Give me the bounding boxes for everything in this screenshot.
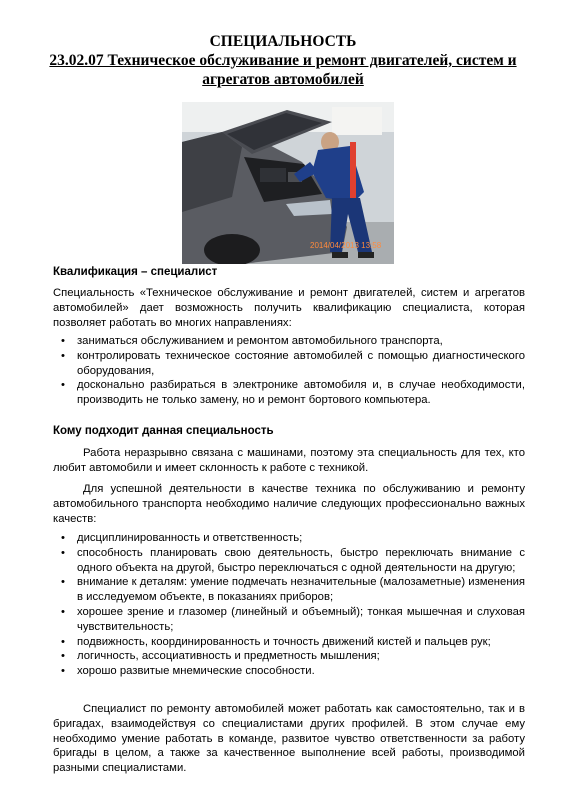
- list-item: • дисциплинированность и ответственность;: [53, 531, 525, 546]
- list-item: • хорошее зрение и глазомер (линейный и объемный); тонкая мышечная и слуховая чувствительность;: [53, 605, 525, 635]
- list-item: • подвижность, координированность и точность движений кистей и пальцев рук;: [53, 635, 525, 650]
- list-item: • контролировать техническое состояние автомобилей с помощью диагностического оборудования,: [53, 349, 525, 379]
- list-item: • хорошо развитые мнемические способности.: [53, 664, 525, 679]
- suitability-heading: Кому подходит данная специальность: [53, 425, 274, 437]
- mechanic-photo: [182, 102, 394, 264]
- list-item: • досконально разбираться в электронике автомобиля и, в случае необходимости, производить не только замену, но и ремонт бортового компьютера.: [53, 378, 525, 408]
- suitability-paragraph-2: Для успешной деятельности в качестве техника по обслуживанию и ремонту автомобильного транспорта необходимо наличие следующих профессионально важных качеств:: [53, 483, 525, 525]
- list-item: • заниматься обслуживанием и ремонтом автомобильного транспорта,: [53, 334, 525, 349]
- photo-timestamp: 2014/04/2013 13:58: [310, 241, 382, 250]
- teamwork-paragraph: Специалист по ремонту автомобилей может работать как самостоятельно, так и в бригадах, взаимодействуя со специалистами других профилей. В этом случае ему необходимо умение работать в команде, развитое чувство ответственности за работу бригады в целом, а также за качественное выполнение всей работы, производимой разными специалистами.: [53, 703, 525, 775]
- list-item: • внимание к деталям: умение подмечать незначительные (малозаметные) изменения в исследуемом объекте, в показаниях приборов;: [53, 575, 525, 605]
- qualification-heading: Квалификация – специалист: [53, 266, 218, 278]
- specialty-title: 23.02.07 Техническое обслуживание и ремонт двигателей, систем и агрегатов автомобилей: [49, 52, 517, 88]
- qualification-paragraph: Специальность «Техническое обслуживание и ремонт двигателей, систем и агрегатов автомобилей» дает возможность получить квалификацию специалиста, которая позволяет работать во многих направлениях:: [53, 287, 525, 329]
- qualification-list: [53, 334, 525, 408]
- list-item: • способность планировать свою деятельность, быстро переключать внимание с одного объекта на другой, быстро переключаться с одной деятельности на другую;: [53, 546, 525, 576]
- document-title: СПЕЦИАЛЬНОСТЬ: [209, 33, 357, 50]
- list-item: • логичность, ассоциативность и предметность мышления;: [53, 649, 525, 664]
- qualities-list: [53, 531, 525, 679]
- suitability-paragraph-1: Работа неразрывно связана с машинами, поэтому эта специальность для тех, кто любит автомобили и имеет склонность к работе с техникой.: [53, 447, 525, 474]
